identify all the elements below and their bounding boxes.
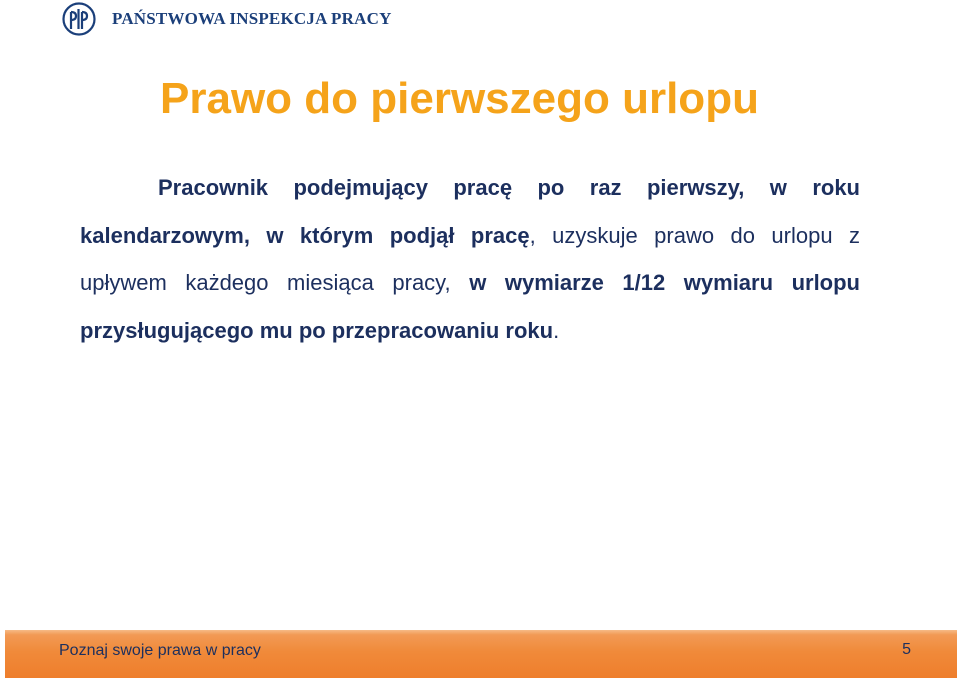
body-bold-intro: Pracownik podejmujący pracę po raz pierwszy, w roku kalendarzowym, w którym podjął pracę <box>80 175 860 248</box>
body-normal-end: . <box>553 317 560 343</box>
body-normal-middle: , uzyskuje prawo do urlopu z upływem każdego miesiąca pracy, <box>80 222 860 295</box>
slide-title: Prawo do pierwszego urlopu <box>160 74 759 123</box>
organization-name: PAŃSTWOWA INSPEKCJA PRACY <box>112 9 392 28</box>
slide-body <box>80 164 860 354</box>
header-logo <box>62 2 392 36</box>
footer-text: Poznaj swoje prawa w pracy <box>59 642 261 659</box>
pip-logo-icon <box>62 2 96 36</box>
footer-bar <box>5 630 957 678</box>
page-number: 5 <box>902 641 911 658</box>
body-bold-amount: w wymiarze 1/12 wymiaru urlopu przysługującego mu po przepracowaniu roku <box>80 270 860 343</box>
